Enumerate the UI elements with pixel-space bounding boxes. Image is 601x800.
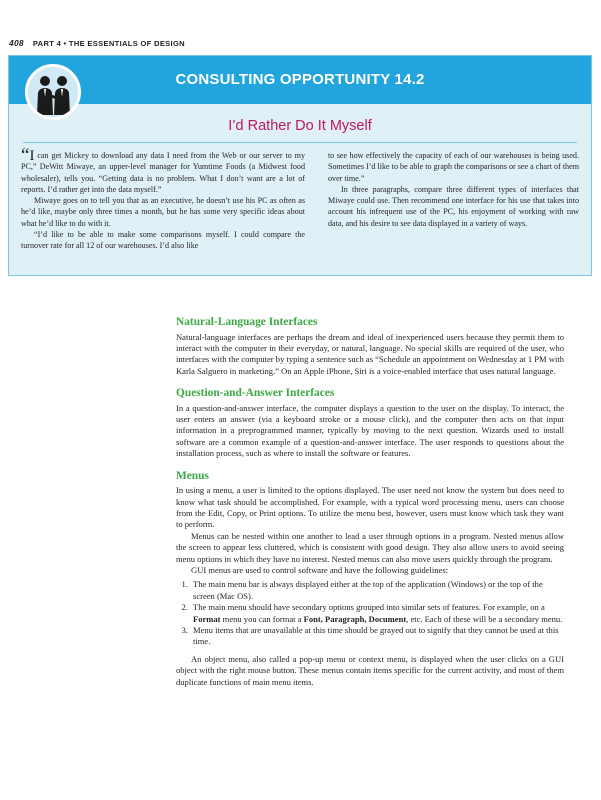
list-item: 1. The main menu bar is always displayed either at the top of the application (Windows) or the top of the screen (Mac OS).	[190, 579, 564, 602]
paragraph-natural-language: Natural-language interfaces are perhaps the dream and ideal of inexperienced users because they permit them to interact with the computer in their everyday, or natural, language. No special skills are required of the user, who interfaces with the computer by typing a sentence such as “Schedule an appointment on Wednesday at 1 PM with Karla Salguero in marketing.” On an Apple iPhone, Siri is a voice-enabled interface that uses natural language.	[176, 331, 564, 376]
box-subtitle: I’d Rather Do It Myself	[228, 118, 372, 134]
main-text	[176, 316, 564, 688]
heading-question-answer: Question-and-Answer Interfaces	[176, 387, 335, 400]
list-item: 2. The main menu should have secondary options grouped into similar sets of features. For example, on a Format menu you can format a Font, Paragraph, Document, etc. Each of these will be a secondary menu.	[190, 602, 564, 625]
running-header	[9, 38, 185, 48]
box-left-paragraph-1: “I can get Mickey to download any data I need from the Web or our server to my PC,” DeWitt Miwaye, an upper-level manager for Yumtime Foods (a Midwest food wholesaler), tells you. “Getting data is no problem. What I don’t want are a lot of reports. I’d rather get into the data myself.”	[21, 145, 305, 194]
paragraph-menus-3: GUI menus are used to control software and have the following guidelines:	[191, 565, 449, 575]
box-left-paragraph-2: Miwaye goes on to tell you that as an executive, he doesn’t use his PC as often as he’d like, maybe only three times a month, but he has some very specific ideas about what he’d like to do with it.	[21, 196, 305, 228]
paragraph-menus-4: An object menu, also called a pop-up menu or context menu, is displayed when the user clicks on a GUI object with the right mouse button. These menus contain items specific for the current activity, and most of them duplicate functions of main menu items.	[176, 653, 564, 687]
consulting-opportunity-box	[8, 55, 592, 276]
part-label: PART 4 • THE ESSENTIALS OF DESIGN	[32, 39, 185, 48]
heading-natural-language: Natural-Language Interfaces	[176, 316, 318, 328]
section-natural-language	[176, 316, 564, 377]
drop-cap: I	[29, 148, 35, 164]
section-menus	[176, 470, 564, 688]
box-left-column	[21, 145, 305, 252]
guidelines-list	[176, 579, 564, 647]
box-right-column	[328, 150, 579, 229]
section-question-answer	[176, 387, 564, 460]
heading-menus: Menus	[176, 469, 209, 482]
paragraph-menus-2: Menus can be nested within one another to lead a user through options in a program. Nested menus allow the screen to appear less cluttered, which is consistent with good design. They also allow users to avoid seeing menu options in which they have no interest. Nested menus can also move users quickly through the program.	[176, 530, 564, 564]
paragraph-question-answer: In a question-and-answer interface, the computer displays a question to the user on the display. To interact, the user enters an answer (via a keyboard stroke or a mouse click), and the computer then acts on that input information in a preprogrammed manner, typically by moving to the next question. Wizards used to install software are a common example of a question-and-answer interface. The user responds to questions about the installation process, such as where to install the software or features.	[176, 402, 564, 459]
box-left-paragraph-3: “I’d like to be able to make some comparisons myself. I could compare the turnover rate for all 12 of our warehouses. I’d also like	[21, 230, 305, 251]
paragraph-menus-1: In using a menu, a user is limited to the options displayed. The user need not know the system but does need to know what task should be accomplished. For example, with a typical word processing menu, users can choose from the Edit, Copy, or Print options. To utilize the menu best, however, users must know which task they want to perform.	[176, 485, 564, 530]
box-divider	[23, 142, 577, 143]
opening-quote: “	[21, 145, 30, 166]
page-number: 408	[9, 38, 24, 48]
box-right-paragraph-2: In three paragraphs, compare three different types of interfaces that Miwaye could use. Then recommend one interface for his use that takes into account his infrequent use of the PC, his enjoyment of working with raw data, and his desire to see data displayed in a variety of ways.	[328, 184, 579, 228]
box-title: CONSULTING OPPORTUNITY 14.2	[175, 71, 425, 88]
list-item: 3. Menu items that are unavailable at this time should be grayed out to signify that they cannot be used at this time.	[190, 625, 564, 648]
box-right-paragraph-1: to see how effectively the capacity of each of our warehouses is being used. Sometimes I’d like to be able to graph the comparisons or see a chart of them over time.”	[328, 151, 579, 183]
